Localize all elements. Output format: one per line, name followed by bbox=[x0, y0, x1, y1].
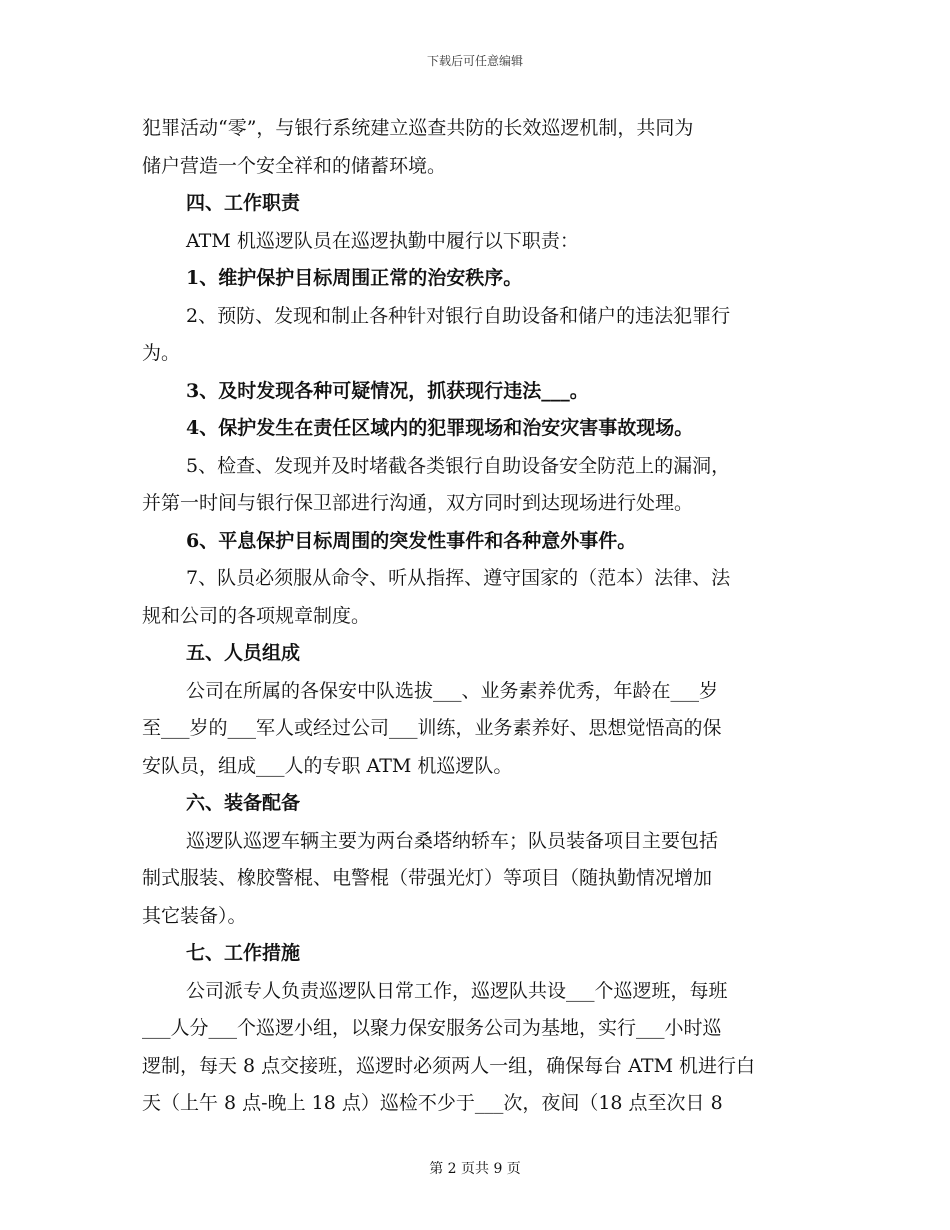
section-heading-line: 4、保护发生在责任区域内的犯罪现场和治安灾害事故现场。 bbox=[186, 417, 694, 439]
paragraph-line: 公司在所属的各保安中队选拔___、业务素养优秀，年龄在___岁 bbox=[186, 679, 719, 702]
document-body bbox=[142, 110, 812, 1123]
paragraph-line: 7、队员必须服从命令、听从指挥、遵守国家的（范本）法律、法 bbox=[186, 567, 731, 589]
paragraph-line: 制式服装、橡胶警棍、电警棍（带强光灯）等项目（随执勤情况增加 bbox=[142, 867, 713, 889]
section-heading-line: 七、工作措施 bbox=[186, 942, 301, 964]
paragraph-line: 安队员，组成___人的专职 ATM 机巡逻队。 bbox=[142, 754, 513, 777]
section-heading-line: 四、工作职责 bbox=[186, 192, 301, 214]
paragraph-line: ATM 机巡逻队员在巡逻执勤中履行以下职责： bbox=[186, 229, 579, 252]
page-header: 下载后可任意编辑 bbox=[426, 54, 523, 68]
paragraph-line: 为。 bbox=[142, 342, 181, 364]
paragraph-line: 巡逻队巡逻车辆主要为两台桑塔纳轿车；队员装备项目主要包括 bbox=[186, 829, 719, 852]
paragraph-line: 5、检查、发现并及时堵截各类银行自助设备安全防范上的漏洞， bbox=[186, 454, 731, 477]
section-heading-line: 3、及时发现各种可疑情况，抓获现行违法___。 bbox=[186, 379, 589, 402]
paragraph-line: 犯罪活动“零”，与银行系统建立巡查共防的长效巡逻机制，共同为 bbox=[142, 117, 694, 139]
paragraph-line: 其它装备）。 bbox=[142, 904, 247, 927]
paragraph-line: 2、预防、发现和制止各种针对银行自助设备和储户的违法犯罪行 bbox=[186, 304, 731, 327]
paragraph-line: 逻制，每天 8 点交接班，巡逻时必须两人一组，确保每台 ATM 机进行白 bbox=[142, 1054, 756, 1077]
paragraph-line: 并第一时间与银行保卫部进行沟通，双方同时到达现场进行处理。 bbox=[142, 492, 694, 514]
paragraph-line: 公司派专人负责巡逻队日常工作，巡逻队共设___个巡逻班，每班 bbox=[186, 979, 728, 1002]
section-heading-line: 6、平息保护目标周围的突发性事件和各种意外事件。 bbox=[186, 529, 637, 552]
page-number: 第 2 页共 9 页 bbox=[429, 1161, 521, 1177]
paragraph-line: ___人分___个巡逻小组，以聚力保安服务公司为基地，实行___小时巡 bbox=[142, 1017, 722, 1039]
section-heading-line: 1、维护保护目标周围正常的治安秩序。 bbox=[186, 267, 523, 289]
paragraph-line: 规和公司的各项规章制度。 bbox=[142, 604, 371, 627]
section-heading-line: 六、装备配备 bbox=[186, 792, 301, 814]
paragraph-line: 储户营造一个安全祥和的储蓄环境。 bbox=[142, 154, 447, 177]
paragraph-line: 至___岁的___军人或经过公司___训练，业务素养好、思想觉悟高的保 bbox=[142, 717, 722, 739]
section-heading-line: 五、人员组成 bbox=[186, 642, 301, 664]
paragraph-line: 天（上午 8 点-晚上 18 点）巡检不少于___次，夜间（18 点至次日 8 bbox=[142, 1092, 723, 1114]
